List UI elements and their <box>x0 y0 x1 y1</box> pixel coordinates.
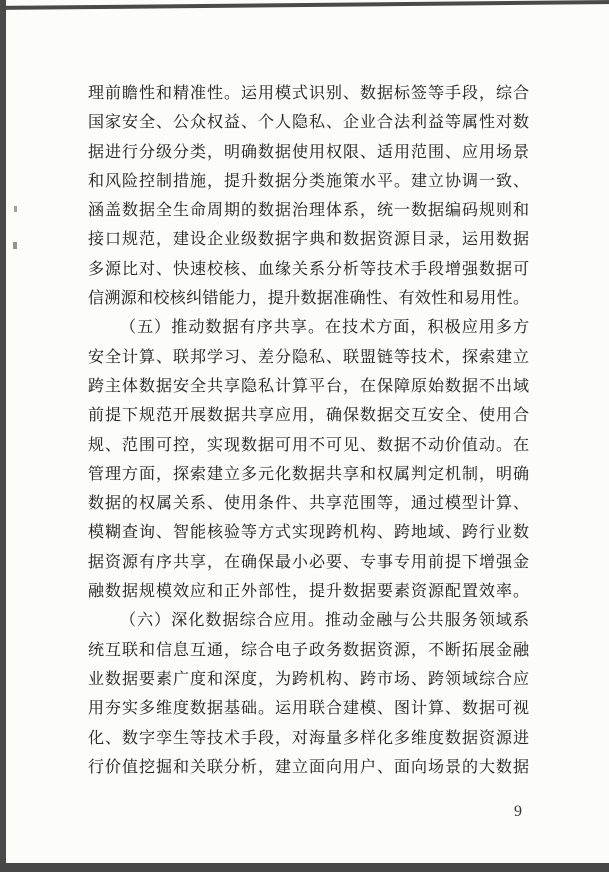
scan-edge-top <box>0 0 609 10</box>
text-line: 据进行分级分类，明确数据使用权限、适用范围、应用场景 <box>88 143 529 161</box>
text-line: 用夯实多维度数据基础。运用联合建模、图计算、数据可视 <box>88 700 529 718</box>
text-line: 业数据要素广度和深度，为跨机构、跨市场、跨领域综合应 <box>88 670 529 688</box>
text-line-paragraph-start: （五）推动数据有序共享。在技术方面，积极应用多方 <box>120 319 529 337</box>
scan-speck <box>14 206 17 212</box>
text-line: 统互联和信息互通，综合电子政务数据资源，不断拓展金融 <box>88 641 529 659</box>
text-line: 跨主体数据安全共享隐私计算平台，在保障原始数据不出域 <box>88 377 529 395</box>
text-line: 安全计算、联邦学习、差分隐私、联盟链等技术，探索建立 <box>88 348 529 366</box>
text-line: 融数据规模效应和正外部性，提升数据要素资源配置效率。 <box>88 583 529 601</box>
scan-speck <box>13 242 17 249</box>
document-text-block <box>88 79 529 782</box>
text-line: 理前瞻性和精准性。运用模式识别、数据标签等手段，综合 <box>88 85 529 102</box>
text-line: 行价值挖掘和关联分析，建立面向用户、面向场景的大数据 <box>88 758 529 776</box>
text-line: 涵盖数据全生命周期的数据治理体系，统一数据编码规则和 <box>88 202 529 220</box>
text-line: 模糊查询、智能核验等方式实现跨机构、跨地域、跨行业数 <box>88 524 529 542</box>
text-line: 管理方面，探索建立多元化数据共享和权属判定机制，明确 <box>88 465 529 483</box>
text-line: 接口规范，建设企业级数据字典和数据资源目录，运用数据 <box>88 231 529 249</box>
page-number: 9 <box>514 803 522 820</box>
text-line: 前提下规范开展数据共享应用，确保数据交互安全、使用合 <box>88 407 529 425</box>
scan-edge-left <box>0 0 6 872</box>
text-line-paragraph-start: （六）深化数据综合应用。推动金融与公共服务领域系 <box>120 612 529 630</box>
text-line: 据资源有序共享，在确保最小必要、专事专用前提下增强金 <box>88 553 529 571</box>
text-line: 信溯源和校核纠错能力，提升数据准确性、有效性和易用性。 <box>88 290 529 308</box>
text-line: 规、范围可控，实现数据可用不可见、数据不动价值动。在 <box>88 436 529 454</box>
text-line: 多源比对、快速校核、血缘关系分析等技术手段增强数据可 <box>88 260 529 278</box>
text-line: 数据的权属关系、使用条件、共享范围等，通过模型计算、 <box>88 495 529 513</box>
scan-edge-bottom <box>0 863 609 872</box>
text-line: 和风险控制措施，提升数据分类施策水平。建立协调一致、 <box>88 172 529 190</box>
text-line: 国家安全、公众权益、个人隐私、企业合法利益等属性对数 <box>88 114 529 132</box>
text-line: 化、数字孪生等技术手段，对海量多样化多维度数据资源进 <box>88 729 529 747</box>
